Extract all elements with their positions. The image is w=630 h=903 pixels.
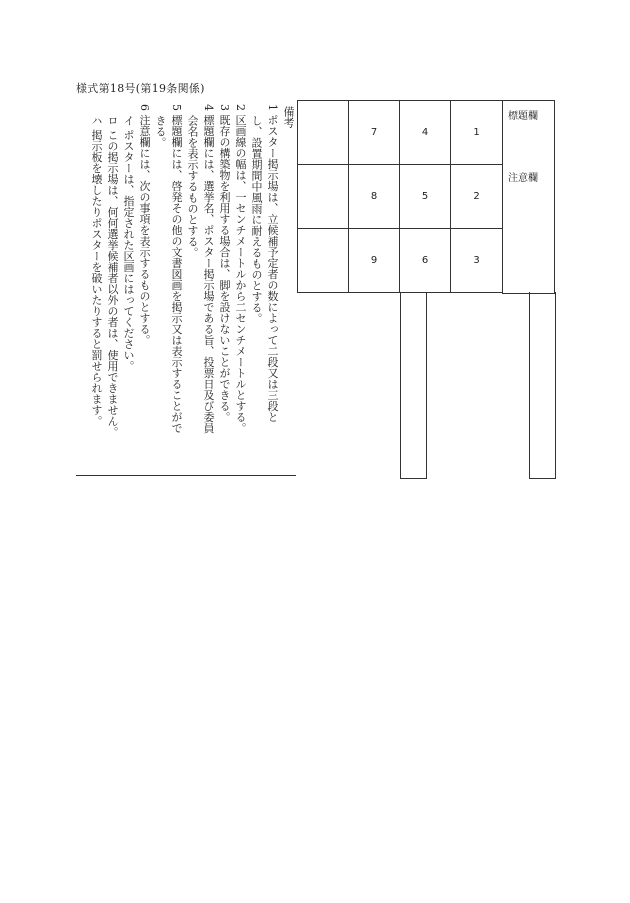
poster-board-diagram [297,100,555,480]
grid-cell: 1 [451,101,503,165]
note-1-line-2: し、設置期間中風雨に耐えるものとする。 [250,115,263,324]
form-title: 様式第18号(第19条関係) [76,82,205,95]
grid-cell [298,229,349,293]
note-3: 3 既存の構築物を利用する場合は、脚を設けないことができる。 [218,104,231,423]
note-2: 2 区画線の幅は、一センチメートルから二センチメートルとする。 [234,104,247,434]
title-field-label: 標題欄 [508,111,538,122]
poster-grid [297,100,503,293]
board-leg-right [529,292,556,479]
grid-cell: 3 [451,229,503,293]
board-leg-left [400,292,427,479]
note-6-item-ha: ハ 掲示板を壊したりポスターを破いたりすると罰せられます。 [90,115,103,427]
note-1-line-1: 1 ポスター掲示場は、立候補予定者の数によって二段又は三段と [266,104,279,423]
grid-cell [298,101,349,165]
caution-field-label: 注意欄 [508,173,538,184]
notes-heading: 備考 [282,106,295,128]
note-5-line-2: きる。 [154,115,167,148]
note-4-line-1: 4 標題欄には、選挙名、ポスター掲示場である旨、投票日及び委員 [202,104,215,434]
grid-cell: 9 [349,229,400,293]
grid-cell [298,165,349,229]
grid-cell: 8 [349,165,400,229]
grid-cell: 4 [400,101,451,165]
notes-block [76,104,296,476]
note-5-line-1: 5 標題欄には、啓発その他の文書図画を掲示又は表示することがで [170,104,183,434]
grid-cell: 6 [400,229,451,293]
grid-cell: 5 [400,165,451,229]
grid-cell: 2 [451,165,503,229]
title-caution-column [502,100,555,294]
grid-cell: 7 [349,101,400,165]
note-6-item-ro: ロ この掲示場は、何何選挙候補者以外の者は、使用できません。 [106,115,119,438]
note-6-item-i: イ ポスターは、指定された区画にはってください。 [122,115,135,372]
note-6: 6 注意欄には、次の事項を表示するものとする。 [138,104,151,346]
note-4-line-2: 会名を表示するものとする。 [186,115,199,258]
